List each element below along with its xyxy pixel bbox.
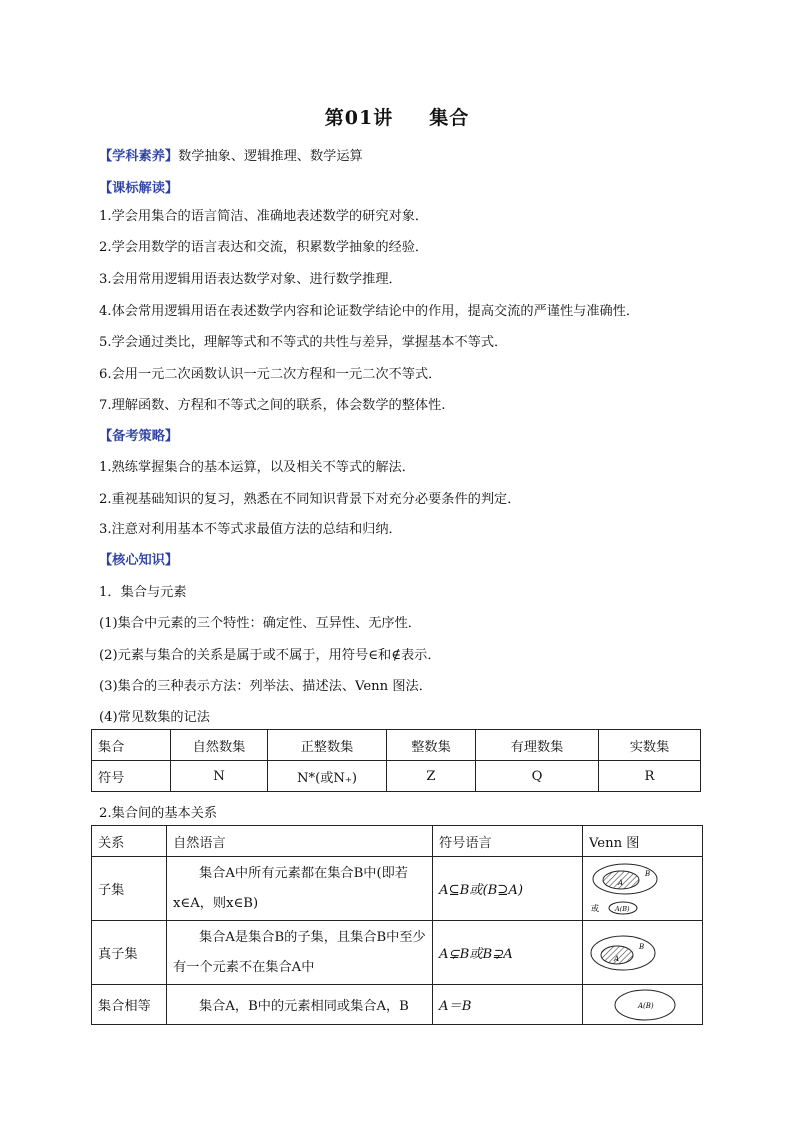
subset-venn-diagram bbox=[589, 861, 679, 917]
table-cell: 关系 bbox=[92, 826, 167, 857]
line-text: 1.学会用集合的语言简洁、准确地表述数学的研究对象． bbox=[99, 209, 429, 224]
venn-label-ab: A(B) bbox=[638, 1001, 654, 1010]
line-text: (1)集合中元素的三个特性：确定性、互异性、无序性． bbox=[99, 616, 421, 631]
table-row bbox=[92, 761, 701, 792]
text-line bbox=[99, 456, 415, 475]
table-cell: 子集 bbox=[92, 857, 167, 921]
table-cell: Venn 图 bbox=[583, 826, 703, 857]
table-row bbox=[92, 985, 703, 1025]
venn-diagram-cell bbox=[583, 857, 703, 921]
natural-language: 集合A，B中的元素相同或集合A，B bbox=[199, 999, 409, 1014]
line-text: (3)集合的三种表示方法：列举法、描述法、Venn 图法． bbox=[99, 679, 432, 694]
venn-label-b: B bbox=[645, 869, 651, 878]
line-text: (4)常见数集的记法 bbox=[99, 710, 210, 725]
text-line bbox=[99, 612, 421, 631]
number-sets-table bbox=[91, 729, 701, 792]
table-cell: 实数集 bbox=[599, 730, 701, 761]
venn-label-b: B bbox=[639, 942, 645, 951]
table-cell bbox=[167, 857, 433, 921]
section-tag: 【课标解读】 bbox=[99, 181, 179, 196]
table-cell: 真子集 bbox=[92, 921, 167, 985]
venn-label-ab: A(B) bbox=[615, 904, 630, 913]
table-cell: N*(或N₊) bbox=[268, 761, 387, 792]
text-line bbox=[99, 236, 428, 255]
table-cell bbox=[167, 921, 433, 985]
section-tag: 【备考策略】 bbox=[99, 429, 179, 444]
line-text: 3.会用常用逻辑用语表达数学对象、进行数学推理． bbox=[99, 272, 402, 287]
venn-or: 或 bbox=[591, 903, 599, 913]
text-line bbox=[99, 331, 507, 350]
text-line bbox=[99, 205, 428, 224]
venn-diagram-cell bbox=[583, 985, 703, 1025]
text-line bbox=[99, 394, 445, 413]
line-text: 3.注意对利用基本不等式求最值方法的总结和归纳． bbox=[99, 522, 402, 537]
table-cell: 符号语言 bbox=[433, 826, 583, 857]
table-cell: 正整数集 bbox=[268, 730, 387, 761]
table-cell: 自然语言 bbox=[167, 826, 433, 857]
table-cell bbox=[433, 857, 583, 921]
line-text: 6.会用一元二次函数认识一元二次方程和一元二次不等式． bbox=[99, 367, 442, 382]
lecture-topic: 集合 bbox=[429, 107, 470, 129]
text-line bbox=[99, 268, 402, 287]
text-line bbox=[99, 518, 402, 537]
line-text: 7.理解函数、方程和不等式之间的联系，体会数学的整体性. bbox=[99, 398, 446, 413]
text-line bbox=[99, 363, 441, 382]
line-text: 1.熟练掌握集合的基本运算，以及相关不等式的解法． bbox=[99, 460, 415, 475]
text-line bbox=[99, 644, 441, 663]
table-cell bbox=[433, 921, 583, 985]
line-text: 2.重视基础知识的复习，熟悉在不同知识背景下对充分必要条件的判定． bbox=[99, 492, 521, 507]
table-row bbox=[92, 730, 701, 761]
table-cell: 集合相等 bbox=[92, 985, 167, 1025]
table-cell: Z bbox=[387, 761, 476, 792]
text-line bbox=[99, 488, 520, 507]
line-text: 1．集合与元素 bbox=[99, 585, 187, 600]
table-cell: 整数集 bbox=[387, 730, 476, 761]
table-cell: 自然数集 bbox=[171, 730, 268, 761]
venn-label-a: A bbox=[618, 878, 624, 887]
table-cell: 符号 bbox=[92, 761, 171, 792]
symbol-language: A⊆B或(B⊇A) bbox=[439, 883, 524, 898]
table-cell: N bbox=[171, 761, 268, 792]
table-cell bbox=[433, 985, 583, 1025]
text-line bbox=[99, 675, 432, 694]
symbol-language: A⊊B或B⊋A bbox=[439, 947, 513, 962]
symbol-language: A＝B bbox=[439, 999, 472, 1014]
table-row bbox=[92, 921, 703, 985]
page-title bbox=[0, 103, 794, 130]
venn-label-a: A bbox=[614, 954, 620, 963]
set-relations-table bbox=[91, 825, 703, 1025]
table-cell: 集合 bbox=[92, 730, 171, 761]
section-heading: 2.集合间的基本关系 bbox=[99, 806, 218, 821]
line-text: 4.体会常用逻辑用语在表述数学内容和论证数学结论中的作用，提高交流的严谨性与准确性． bbox=[99, 304, 640, 319]
table-row bbox=[92, 857, 703, 921]
line-text: 5.学会通过类比，理解等式和不等式的共性与差异，掌握基本不等式． bbox=[99, 335, 508, 350]
natural-language: 集合A是集合B的子集，且集合B中至少有一个元素不在集合A中 bbox=[173, 929, 426, 975]
section-heading bbox=[99, 425, 178, 444]
natural-language: 集合A中所有元素都在集合B中(即若x∈A，则x∈B) bbox=[173, 865, 408, 911]
lecture-number: 第01讲 bbox=[324, 107, 394, 129]
text-line bbox=[99, 706, 210, 725]
section-tag: 【核心知识】 bbox=[99, 553, 179, 568]
line-text: 2.学会用数学的语言表达和交流，积累数学抽象的经验． bbox=[99, 240, 429, 255]
line-text: (2)元素与集合的关系是属于或不属于，用符号∈和∉表示． bbox=[99, 648, 441, 663]
text-line bbox=[99, 581, 187, 600]
section-heading bbox=[99, 549, 178, 568]
equal-sets-venn-diagram bbox=[589, 987, 679, 1023]
section-heading bbox=[99, 177, 178, 196]
table-cell: 有理数集 bbox=[476, 730, 599, 761]
section-heading bbox=[99, 145, 363, 164]
text-line bbox=[99, 300, 639, 319]
proper-subset-venn-diagram bbox=[589, 931, 679, 975]
venn-diagram-cell bbox=[583, 921, 703, 985]
table-cell: R bbox=[599, 761, 701, 792]
line-text: 数学抽象、逻辑推理、数学运算 bbox=[178, 149, 363, 164]
section-tag: 【学科素养】 bbox=[99, 149, 179, 164]
table-cell bbox=[167, 985, 433, 1025]
table-cell: Q bbox=[476, 761, 599, 792]
table-row bbox=[92, 826, 703, 857]
